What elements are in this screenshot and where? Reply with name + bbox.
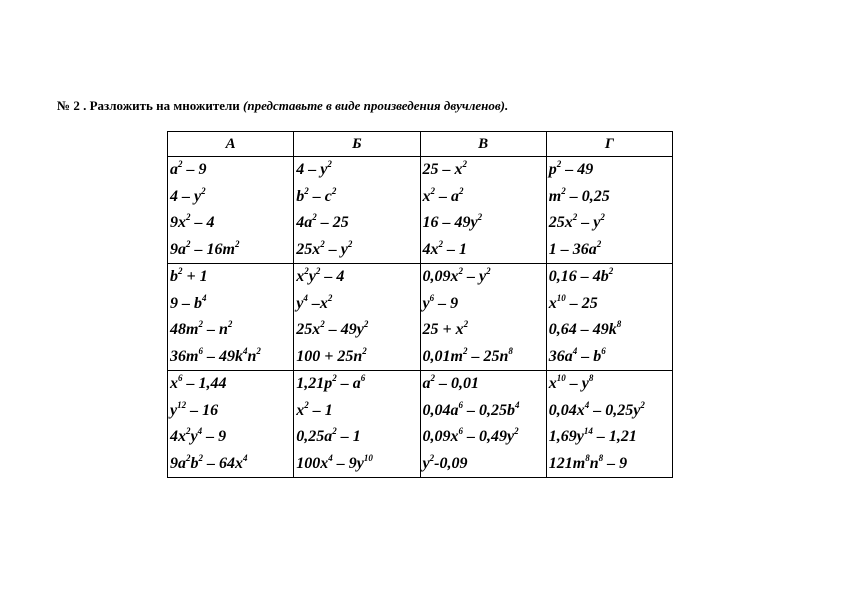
exercise-table-body: [168, 157, 673, 478]
table-cell: [294, 157, 420, 264]
expression: $a^2 - 9$: [170, 159, 207, 178]
expression: $9 - b^4$: [170, 292, 207, 312]
expression: $0,16 - 4b^2$: [548, 266, 614, 285]
expression: $121m^8n^8 - 9$: [548, 452, 628, 472]
expression: $4x^2y^4 - 9$: [170, 426, 227, 445]
table-row: [168, 371, 673, 478]
expression: $b^2 - c^2$: [296, 185, 337, 205]
table-cell: [420, 157, 546, 264]
header-row: [168, 132, 673, 157]
expression: $0,64 - 49k^8$: [548, 319, 622, 338]
expression: $100x^4 - 9y^{10}$: [296, 452, 373, 472]
table-row: [168, 157, 673, 264]
table-row: [168, 264, 673, 371]
expression: $25x^2 - y^2$: [296, 238, 353, 258]
task-title: [57, 98, 508, 114]
expression: $y^{12} - 16$: [170, 399, 219, 419]
task-note: (представьте в виде произведения двучленов).: [243, 98, 509, 113]
expression: $9a^2 - 16m^2$: [170, 238, 240, 258]
expression: $25 + x^2$: [422, 319, 469, 338]
expression: $y^2-0,09$: [422, 452, 468, 472]
table-cell: [294, 371, 420, 478]
expression: $4 - y^2$: [170, 185, 206, 205]
table-cell: [294, 264, 420, 371]
expression: $y^4$ $-x^2$: [296, 292, 333, 312]
expression: $x^2 - 1$: [296, 399, 333, 419]
expression: $x^2y^2 - 4$: [296, 266, 345, 285]
column-header-g: Г: [546, 132, 672, 157]
expression: $0,09x^6 - 0,49y^2$: [422, 426, 519, 445]
task-instruction: Разложить на множители: [89, 98, 240, 113]
expression: $36a^4 - b^6$: [548, 345, 606, 365]
expression: $9a^2b^2 - 64x^4$: [170, 452, 248, 472]
expression: $1,21p^2 - a^6$: [296, 373, 366, 392]
table-cell: [420, 264, 546, 371]
expression: $0,09x^2 - y^2$: [422, 266, 491, 285]
expression: $p^2 - 49$: [548, 159, 594, 178]
expression: $48m^2 - n^2$: [170, 319, 233, 338]
table-cell: [168, 157, 294, 264]
expression: $m^2 - 0,25$: [548, 185, 610, 205]
table-cell: [546, 264, 672, 371]
expression: $100 + 25n^2$: [296, 345, 367, 365]
expression: $0,01m^2 - 25n^8$: [422, 345, 513, 365]
expression: $x^{10} - y^8$: [548, 373, 594, 392]
expression: $x^2 - a^2$: [422, 185, 464, 205]
expression: $0,04x^4 - 0,25y^2$: [548, 399, 645, 419]
table-cell: [546, 157, 672, 264]
expression: $25 - x^2$: [422, 159, 467, 178]
expression: $0,04a^6 - 0,25b^4$: [422, 399, 520, 419]
exercise-table: [167, 131, 673, 478]
table-cell: [168, 264, 294, 371]
expression: $16 - 49y^2$: [422, 212, 483, 231]
column-header-a: А: [168, 132, 294, 157]
expression: $9x^2 - 4$: [170, 212, 215, 231]
column-header-b: Б: [294, 132, 420, 157]
expression: $25x^2 - y^2$: [548, 212, 605, 231]
expression: $x^6 - 1,44$: [170, 373, 227, 392]
expression: $36m^6 - 49k^4n^2$: [170, 345, 261, 365]
table-cell: [168, 371, 294, 478]
table-cell: [420, 371, 546, 478]
expression: $y^6 - 9$: [422, 292, 459, 312]
expression: $4a^2 - 25$: [296, 212, 349, 231]
expression: $1 - 36a^2$: [548, 238, 602, 258]
table-cell: [546, 371, 672, 478]
expression: $0,25a^2 - 1$: [296, 426, 361, 445]
expression: $1,69y^{14} - 1,21$: [548, 426, 637, 445]
expression: $b^2 + 1$: [170, 266, 208, 285]
expression: $25x^2 - 49y^2$: [296, 319, 369, 338]
expression: $x^{10} - 25$: [548, 292, 598, 312]
column-header-v: В: [420, 132, 546, 157]
task-number: № 2 .: [57, 98, 87, 113]
expression: $4 - y^2$: [296, 159, 332, 178]
expression: $4x^2 - 1$: [422, 238, 467, 258]
expression: $a^2 - 0,01$: [422, 373, 479, 392]
